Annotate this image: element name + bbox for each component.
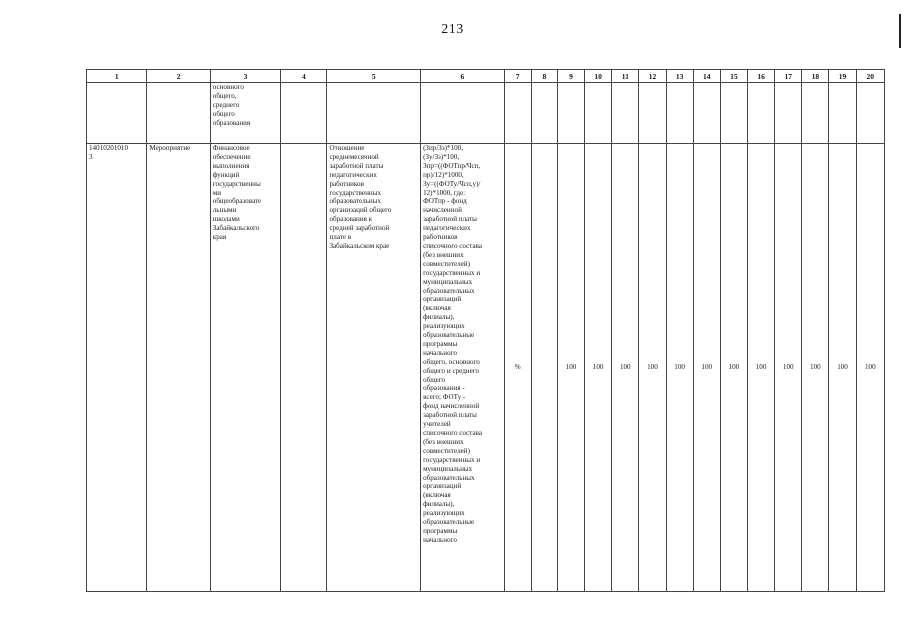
table-cell: [504, 83, 531, 144]
value-cell: 100: [612, 144, 639, 592]
column-number: 16: [747, 70, 774, 83]
code-text: 14010201010 3: [89, 144, 129, 161]
type-cell: [147, 144, 210, 592]
column-number: 9: [557, 70, 584, 83]
table-cell: [612, 83, 639, 144]
value-cell: 100: [856, 144, 884, 592]
column-number: 17: [775, 70, 802, 83]
event-row: [87, 144, 885, 592]
column-number: 20: [856, 70, 884, 83]
table-cell: [281, 83, 327, 144]
column-number: 8: [531, 70, 557, 83]
table-cell: [666, 83, 693, 144]
value-cell: 100: [829, 144, 856, 592]
continued-name-text: основного общего, среднего общего образования: [212, 83, 251, 127]
column-number: 13: [666, 70, 693, 83]
unit-cell: %: [504, 144, 531, 592]
column-number: 4: [281, 70, 327, 83]
indicator-text: Отношение среднемесячной заработной платы педагогических работников государственных образовательных организаций общего образования к средней заработной плате в Забайкальском крае: [329, 144, 392, 250]
value-cell: 100: [720, 144, 747, 592]
column-number: 11: [612, 70, 639, 83]
continuation-row: [87, 83, 885, 144]
table-cell: [281, 144, 327, 592]
table-cell: [856, 83, 884, 144]
page-number: 213: [441, 22, 464, 37]
column-number: 6: [421, 70, 505, 83]
column-number: 7: [504, 70, 531, 83]
table-cell: [147, 83, 210, 144]
name-text: Финансовое обеспечение выполнения функций государственны ми общеобразовате льными школами Забайкальского края: [212, 144, 262, 242]
value-cell: 100: [802, 144, 829, 592]
column-number: 1: [87, 70, 147, 83]
table-cell: [829, 83, 856, 144]
table-cell: [531, 83, 557, 144]
column-number: 12: [639, 70, 666, 83]
table-cell: [747, 83, 774, 144]
column-number: 15: [720, 70, 747, 83]
value-cell: 100: [775, 144, 802, 592]
value-cell: 100: [557, 144, 584, 592]
value-cell: 100: [666, 144, 693, 592]
value-cell: 100: [747, 144, 774, 592]
column-number: 14: [693, 70, 720, 83]
indicator-table: [86, 69, 885, 592]
table-cell: [585, 83, 612, 144]
formula-text: (Зпр/Зз)*100, (Зу/Зз)*100, Зпр=((ФОТпр/Чсп, пр)/12)*1000, Зу=((ФОТу/Чсп,у)/ 12)*1000, где: ФОТпр - фонд начисленной заработной платы педагогических работников списочного состава (без внешних совместителей) государственных и муниципальных образовательных организаций (включая филиалы), реализующих образовательные программы начального общего, основного общего и среднего общего образования - всего; ФОТу - фонд начисленной заработной платы учителей списочного состава (без внешних совместителей) государственных и муниципальных образовательных организаций (включая филиалы), реализующих образовательные программы начального: [423, 144, 483, 544]
column-number: 10: [585, 70, 612, 83]
column-number: 5: [327, 70, 421, 83]
value-cell: 100: [693, 144, 720, 592]
column-number: 19: [829, 70, 856, 83]
table-cell: [421, 83, 505, 144]
table-cell: [327, 83, 421, 144]
formula-cell: [421, 144, 505, 592]
code-cell: [87, 144, 147, 592]
table-cell: [802, 83, 829, 144]
table-cell: [720, 83, 747, 144]
type-text: Мероприятие: [149, 144, 191, 152]
column-number: 18: [802, 70, 829, 83]
indicator-cell: [327, 144, 421, 592]
name-cell: [210, 144, 280, 592]
column-number: 2: [147, 70, 210, 83]
table-cell: [693, 83, 720, 144]
table-cell: [775, 83, 802, 144]
value-cell: 100: [639, 144, 666, 592]
table-cell: [531, 144, 557, 592]
page-edge-mark: [899, 14, 901, 48]
table-cell: [639, 83, 666, 144]
column-number: 3: [210, 70, 280, 83]
continued-name-cell: [210, 83, 280, 144]
table-cell: [557, 83, 584, 144]
column-number-row: [87, 70, 885, 83]
value-cell: 100: [585, 144, 612, 592]
table-cell: [87, 83, 147, 144]
